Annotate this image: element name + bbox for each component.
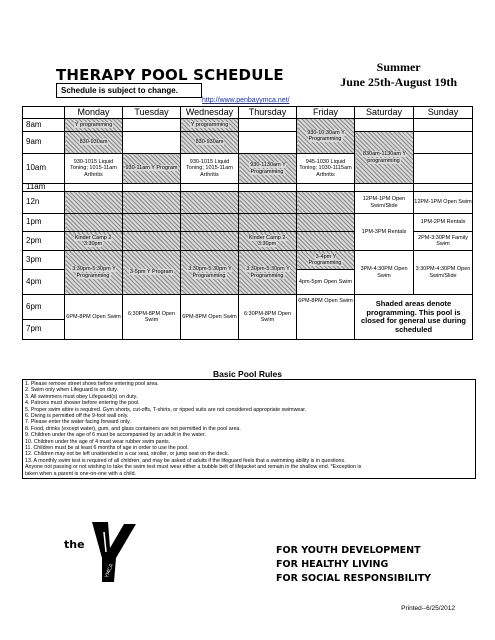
- schedule-cell: [123, 214, 181, 232]
- cell-text: 6PM-8PM Open Swim: [66, 313, 121, 320]
- schedule-cell: [123, 192, 181, 214]
- schedule-cell: [181, 132, 239, 154]
- mission-line: FOR HEALTHY LIVING: [276, 559, 389, 570]
- cell-text: 6PM-8PM Open Swim: [182, 313, 237, 320]
- schedule-cell: [65, 132, 123, 154]
- schedule-cell: [297, 184, 355, 192]
- cell-text: 6PM-8PM Open Swim: [298, 298, 353, 304]
- cell-text: Y programming: [74, 121, 113, 128]
- schedule-cell: [181, 119, 239, 132]
- logo-the-text: the: [64, 538, 85, 551]
- page-title: THERAPY POOL SCHEDULE: [56, 66, 284, 84]
- cell-text: 830-930am: [195, 139, 224, 146]
- schedule-cell: [239, 132, 297, 154]
- schedule-cell: [239, 119, 297, 132]
- schedule-cell: [65, 184, 123, 192]
- schedule-cell: [181, 184, 239, 192]
- schedule-cell: [239, 251, 297, 295]
- schedule-cell: [414, 184, 473, 192]
- schedule-cell: [123, 154, 181, 184]
- schedule-cell: [297, 214, 355, 232]
- cell-text: 12PM-1PM Open Swim: [414, 199, 472, 206]
- rule-line: 3. All swimmers must obey Lifeguard(s) on duty.: [25, 393, 138, 400]
- cell-text: 4pm-5pm Open Swim: [298, 278, 353, 285]
- time-label: 1pm: [23, 214, 65, 232]
- schedule-cell: [181, 232, 239, 251]
- schedule-cell: [123, 119, 181, 132]
- rule-line: 4. Patrons must shower before entering the pool.: [25, 400, 140, 407]
- day-header-friday: Friday: [297, 107, 355, 119]
- cell-text: 930-11am Y Program: [125, 165, 178, 172]
- schedule-notice: Schedule is subject to change.: [56, 83, 202, 98]
- day-header-wednesday: Wednesday: [181, 107, 239, 119]
- rule-line: 9. Children under the age of 6 must be accompanied by an adult in the water.: [25, 432, 206, 439]
- schedule-cell: [181, 295, 239, 340]
- schedule-cell: [297, 295, 355, 340]
- schedule-cell: [239, 192, 297, 214]
- schedule-cell: [181, 214, 239, 232]
- schedule-cell: [355, 132, 414, 184]
- time-label: 4pm: [23, 270, 65, 295]
- schedule-cell: [65, 119, 123, 132]
- schedule-cell: [414, 214, 473, 232]
- rule-line: 7. Please enter the water facing forward only.: [25, 419, 131, 426]
- cell-text: 930-10:30am Y Programming: [307, 129, 345, 142]
- rule-line: 13. A monthly swim test is required of all children; and may be asked of adults if the lifeguard feels that a swimming ability is in questions.: [25, 457, 346, 464]
- rule-line: 12. Children may not be left unattended in a car seat, stroller, or jump seat on the deck.: [25, 451, 230, 458]
- schedule-cell: [355, 184, 414, 192]
- schedule-cell: [65, 251, 123, 295]
- schedule-cell: [355, 192, 414, 214]
- rule-line: 1. Please remove street shoes before entering pool area.: [25, 381, 159, 387]
- rule-line: 2. Swim only when Lifeguard is on duty.: [25, 387, 118, 394]
- schedule-cell: [297, 251, 355, 270]
- corner-cell: [23, 107, 65, 119]
- day-header-sunday: Sunday: [414, 107, 473, 119]
- schedule-cell: [297, 192, 355, 214]
- rule-line: 8. Food, drinks (except water), gum, and glass containers are not permitted in the pool area.: [25, 425, 241, 432]
- time-label: 2pm: [23, 232, 65, 251]
- day-header-tuesday: Tuesday: [123, 107, 181, 119]
- day-header-monday: Monday: [65, 107, 123, 119]
- schedule-cell: [414, 192, 473, 214]
- cell-text: 930-1130am Y Programming: [250, 162, 286, 175]
- ymca-logo-small-text: YMCA: [104, 563, 115, 579]
- ymca-y-icon: [64, 518, 136, 584]
- cell-text: 830-930am: [79, 139, 108, 146]
- time-label: 11am: [23, 184, 65, 192]
- schedule-cell: [355, 214, 414, 251]
- cell-text: 930-1015 Liquid Toning; 1015-11am Arthritis: [186, 158, 233, 178]
- mission-statement: [276, 544, 431, 586]
- shading-note: [355, 295, 473, 340]
- cell-text: 1PM-3PM Rentals: [361, 228, 407, 235]
- mission-line: FOR SOCIAL RESPONSIBILITY: [276, 573, 432, 584]
- cell-text: 1PM-2PM Rentals: [420, 219, 466, 226]
- schedule-cell: [239, 154, 297, 184]
- schedule-cell: [355, 251, 414, 295]
- schedule-cell: [181, 192, 239, 214]
- cell-text: 3-4pm Y Programming: [308, 253, 342, 266]
- cell-text: 12PM-1PM Open Swim/Slide: [362, 196, 406, 209]
- cell-text: 3PM-4:30PM Open Swim: [360, 266, 408, 279]
- schedule-cell: [297, 232, 355, 251]
- cell-text: Kinder Camp 2-3:30pm: [74, 234, 114, 247]
- time-label: 3pm: [23, 251, 65, 270]
- day-header-saturday: Saturday: [355, 107, 414, 119]
- schedule-cell: [123, 184, 181, 192]
- mission-line: FOR YOUTH DEVELOPMENT: [276, 545, 421, 556]
- rule-line: 6. Diving is permitted off the 9-foot wall only.: [25, 413, 129, 420]
- time-label: 10am: [23, 154, 65, 184]
- website-link[interactable]: http://www.penbayymca.net/: [202, 97, 290, 104]
- season-heading: [340, 60, 457, 90]
- rule-line: 11. Children must be at least 6 months of age in order to use the pool.: [25, 445, 189, 452]
- schedule-cell: [181, 154, 239, 184]
- cell-text: 945-1030 Liquid Toning; 1030-1115am Arthritis: [299, 158, 352, 178]
- schedule-cell: [65, 295, 123, 340]
- cell-text: 3:30pm-5:30pm Y Programming: [72, 266, 116, 279]
- rules-box: [22, 379, 476, 479]
- season-name: Summer: [376, 60, 421, 74]
- cell-text: 6:30PM-8PM Open Swim: [127, 310, 176, 323]
- schedule-cell: [123, 295, 181, 340]
- cell-text: Y programming: [190, 121, 229, 128]
- time-label: 9am: [23, 132, 65, 154]
- schedule-cell: [123, 232, 181, 251]
- cell-text: 3-5pm Y Program: [129, 269, 174, 276]
- schedule-cell: [65, 214, 123, 232]
- schedule-cell: [414, 119, 473, 132]
- schedule-cell: [123, 132, 181, 154]
- schedule-cell: [414, 232, 473, 251]
- cell-text: 2PM-3:30PM Family Swim: [418, 234, 468, 247]
- schedule-cell: [297, 119, 355, 154]
- shading-note-text: Shaded areas denote programming. This pool is closed for general use during scheduled: [360, 299, 467, 334]
- rule-line: 10. Children under the age of 4 must wear rubber swim pants.: [25, 438, 171, 445]
- schedule-cell: [65, 192, 123, 214]
- schedule-cell: [239, 295, 297, 340]
- schedule-cell: [414, 154, 473, 184]
- day-header-thursday: Thursday: [239, 107, 297, 119]
- schedule-cell: [297, 270, 355, 295]
- rule-line: 5. Proper swim attire is required. Gym shorts, cut-offs, T-shirts, or ripped suits are not considered appropriate swimwear.: [25, 406, 307, 413]
- time-label: 12n: [23, 192, 65, 214]
- time-label: 6pm: [23, 295, 65, 320]
- schedule-cell: [239, 232, 297, 251]
- rules-title: Basic Pool Rules: [213, 369, 282, 379]
- season-dates: June 25th-August 19th: [340, 75, 457, 89]
- schedule-cell: [414, 251, 473, 295]
- rule-line: Anyone not passing or not wishing to take the swim test must wear either a bubble belt of lifejacket and remain in the shallow end. *Exception is: [25, 464, 362, 471]
- schedule-cell: [297, 154, 355, 184]
- cell-text: 3:30pm-5:30pm Y Programming: [246, 266, 290, 279]
- cell-text: 6:30PM-8PM Open Swim: [243, 310, 292, 323]
- schedule-cell: [239, 184, 297, 192]
- time-label: 7pm: [23, 320, 65, 340]
- schedule-cell: [355, 119, 414, 132]
- cell-text: Kinder Camp 2-3:30pm: [248, 234, 288, 247]
- schedule-cell: [123, 251, 181, 295]
- schedule-cell: [65, 232, 123, 251]
- cell-text: 3:30pm-5:30pm Y Programming: [188, 266, 232, 279]
- schedule-cell: [239, 214, 297, 232]
- schedule-table: [22, 106, 473, 340]
- cell-text: 830am-1130am Y programming: [362, 151, 407, 164]
- cell-text: 3:30PM-4:30PM Open Swim/Slide: [415, 266, 471, 279]
- printed-date: Printed--6/25/2012: [401, 605, 455, 612]
- rule-line: taken when a parent is one-on-one with a child.: [25, 470, 137, 477]
- schedule-cell: [65, 154, 123, 184]
- time-label: 8am: [23, 119, 65, 132]
- schedule-cell: [414, 132, 473, 154]
- schedule-cell: [181, 251, 239, 295]
- cell-text: 930-1015 Liquid Toning; 1015-11am Arthritis: [70, 158, 117, 178]
